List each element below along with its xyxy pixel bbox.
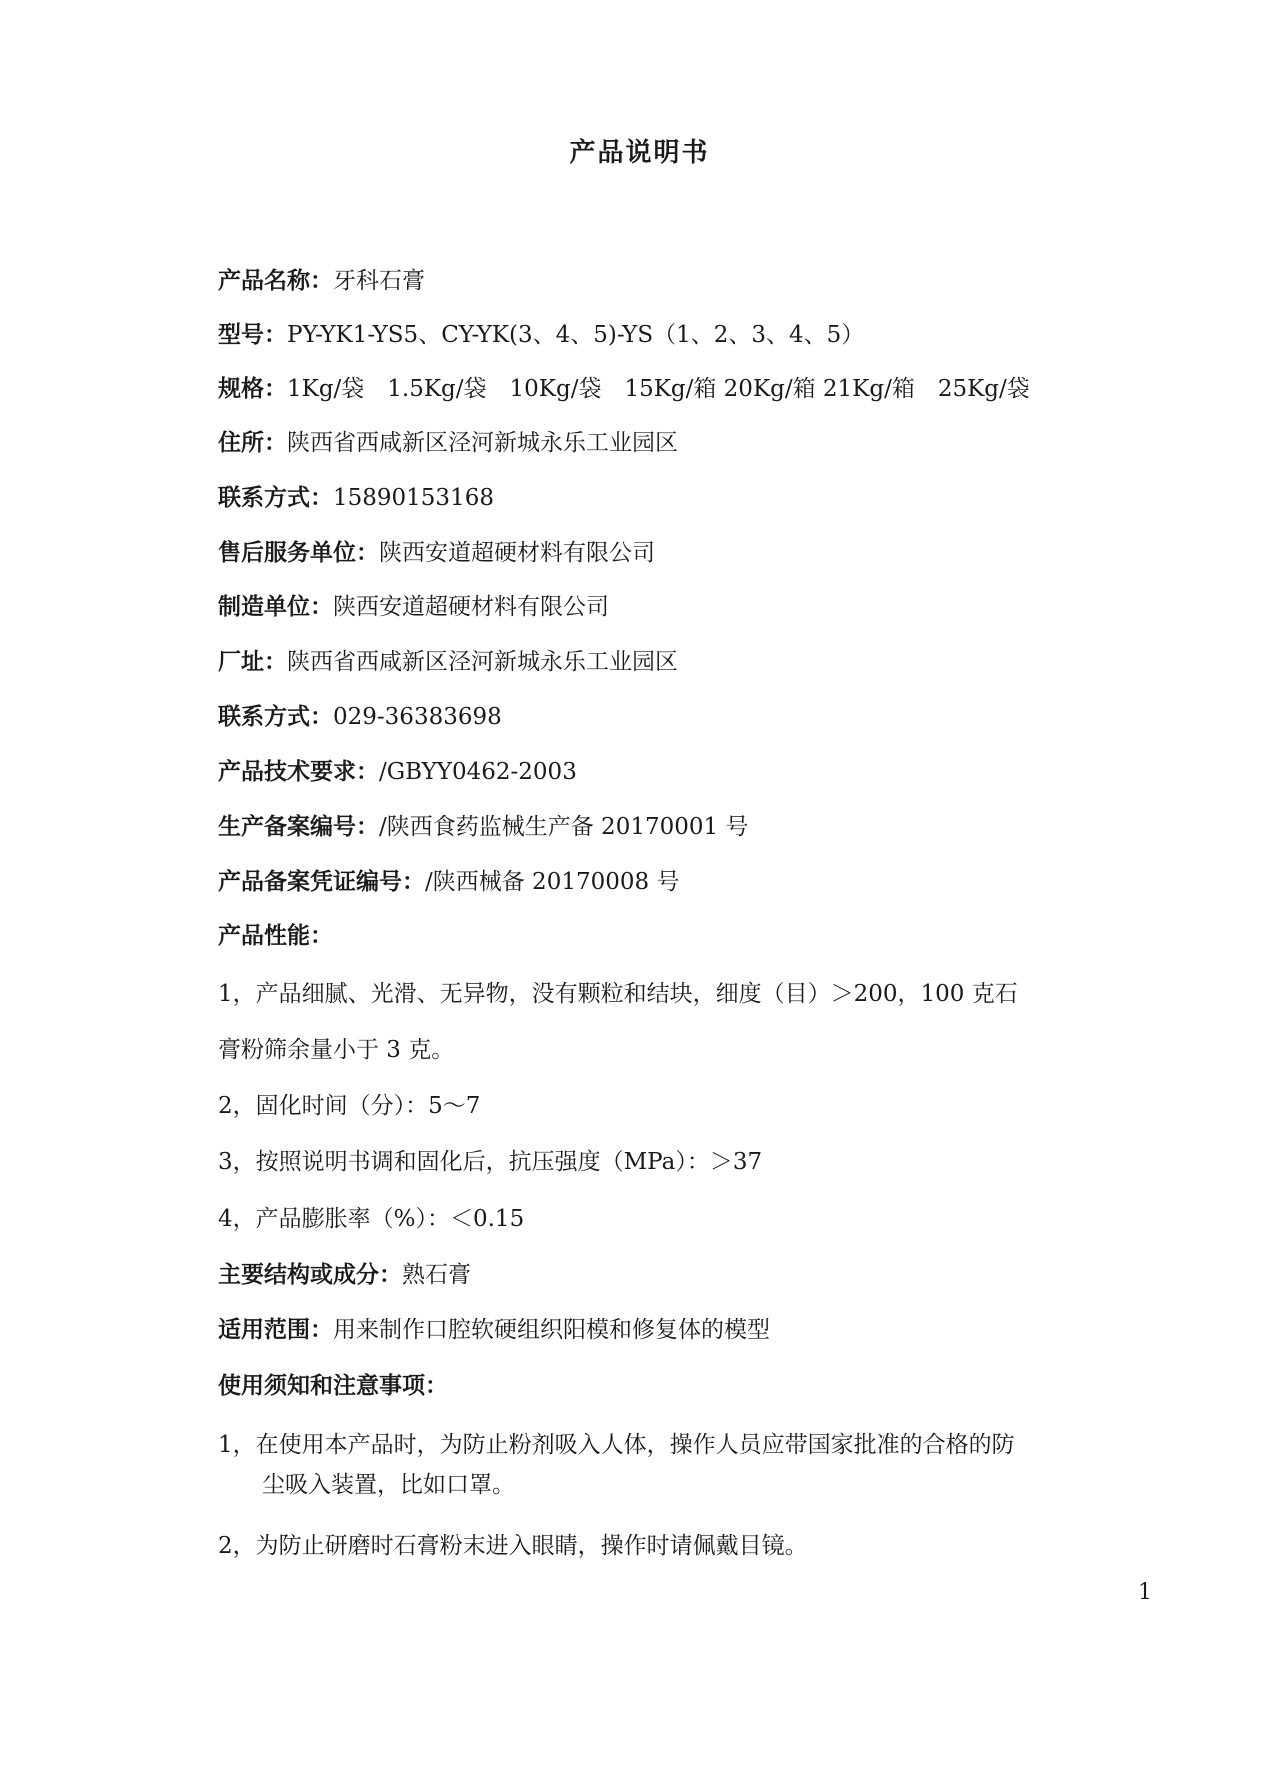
notes-heading: 使用须知和注意事项： bbox=[218, 1373, 448, 1399]
notes-item: 1，在使用本产品时，为防止粉剂吸入人体，操作人员应带国家批准的合格的防 bbox=[218, 1432, 1015, 1458]
field-label: 售后服务单位： bbox=[218, 540, 379, 566]
field-label: 规格： bbox=[218, 376, 287, 402]
field-scope bbox=[218, 1311, 770, 1344]
notes-item: 尘吸入装置，比如口罩。 bbox=[262, 1472, 515, 1498]
field-residence bbox=[218, 424, 678, 457]
field-label: 生产备案编号： bbox=[218, 814, 379, 840]
performance-item: 3，按照说明书调和固化后，抗压强度（MPa）：＞37 bbox=[218, 1149, 763, 1175]
field-label: 产品技术要求： bbox=[218, 759, 379, 785]
field-value: 牙科石膏 bbox=[333, 268, 425, 294]
field-value: PY-YK1-YS5、CY-YK(3、4、5)-YS（1、2、3、4、5） bbox=[287, 322, 865, 348]
field-tech-requirement bbox=[218, 753, 577, 786]
notes-item: 2，为防止研磨时石膏粉末进入眼睛，操作时请佩戴目镜。 bbox=[218, 1533, 808, 1559]
field-label: 制造单位： bbox=[218, 594, 333, 620]
field-contact-1 bbox=[218, 479, 494, 512]
field-label: 主要结构或成分： bbox=[218, 1262, 402, 1288]
field-product-name bbox=[218, 262, 425, 295]
field-label: 产品备案凭证编号： bbox=[218, 869, 425, 895]
field-value: 1Kg/袋 1.5Kg/袋 10Kg/袋 15Kg/箱 20Kg/箱 21Kg/箱 25Kg/袋 bbox=[287, 376, 1030, 402]
field-label: 住所： bbox=[218, 430, 287, 456]
field-value: 陕西省西咸新区泾河新城永乐工业园区 bbox=[287, 430, 678, 456]
field-label: 产品名称： bbox=[218, 268, 333, 294]
field-value: 陕西安道超硬材料有限公司 bbox=[333, 594, 609, 620]
field-production-record bbox=[218, 808, 748, 841]
field-value: /陕西食药监械生产备 20170001 号 bbox=[379, 814, 749, 840]
field-value: 陕西省西咸新区泾河新城永乐工业园区 bbox=[287, 649, 678, 675]
field-record-cert bbox=[218, 863, 679, 896]
page-number: 1 bbox=[1138, 1580, 1152, 1605]
field-factory-address bbox=[218, 643, 678, 676]
field-label: 厂址： bbox=[218, 649, 287, 675]
field-label: 联系方式： bbox=[218, 704, 333, 730]
field-label: 型号： bbox=[218, 322, 287, 348]
field-contact-2 bbox=[218, 698, 502, 731]
field-value: 029-36383698 bbox=[333, 704, 502, 730]
field-spec bbox=[218, 370, 1030, 403]
page-title: 产品说明书 bbox=[569, 138, 710, 168]
performance-item: 膏粉筛余量小于 3 克。 bbox=[218, 1037, 455, 1063]
field-value: /陕西械备 20170008 号 bbox=[425, 869, 680, 895]
performance-item: 4，产品膨胀率（%）：＜0.15 bbox=[218, 1206, 525, 1232]
field-after-sales bbox=[218, 534, 655, 567]
field-manufacturer bbox=[218, 588, 609, 621]
performance-item: 2，固化时间（分）：5～7 bbox=[218, 1093, 481, 1119]
performance-item: 1，产品细腻、光滑、无异物，没有颗粒和结块，细度（目）＞200，100 克石 bbox=[218, 981, 1018, 1007]
field-model bbox=[218, 316, 864, 349]
field-value: 陕西安道超硬材料有限公司 bbox=[379, 540, 655, 566]
performance-heading: 产品性能： bbox=[218, 923, 333, 949]
field-value: /GBYY0462-2003 bbox=[379, 759, 577, 785]
field-value: 用来制作口腔软硬组织阳模和修复体的模型 bbox=[333, 1317, 770, 1343]
field-composition bbox=[218, 1256, 471, 1289]
field-label: 联系方式： bbox=[218, 485, 333, 511]
field-value: 熟石膏 bbox=[402, 1262, 471, 1288]
field-label: 适用范围： bbox=[218, 1317, 333, 1343]
field-value: 15890153168 bbox=[333, 485, 494, 511]
